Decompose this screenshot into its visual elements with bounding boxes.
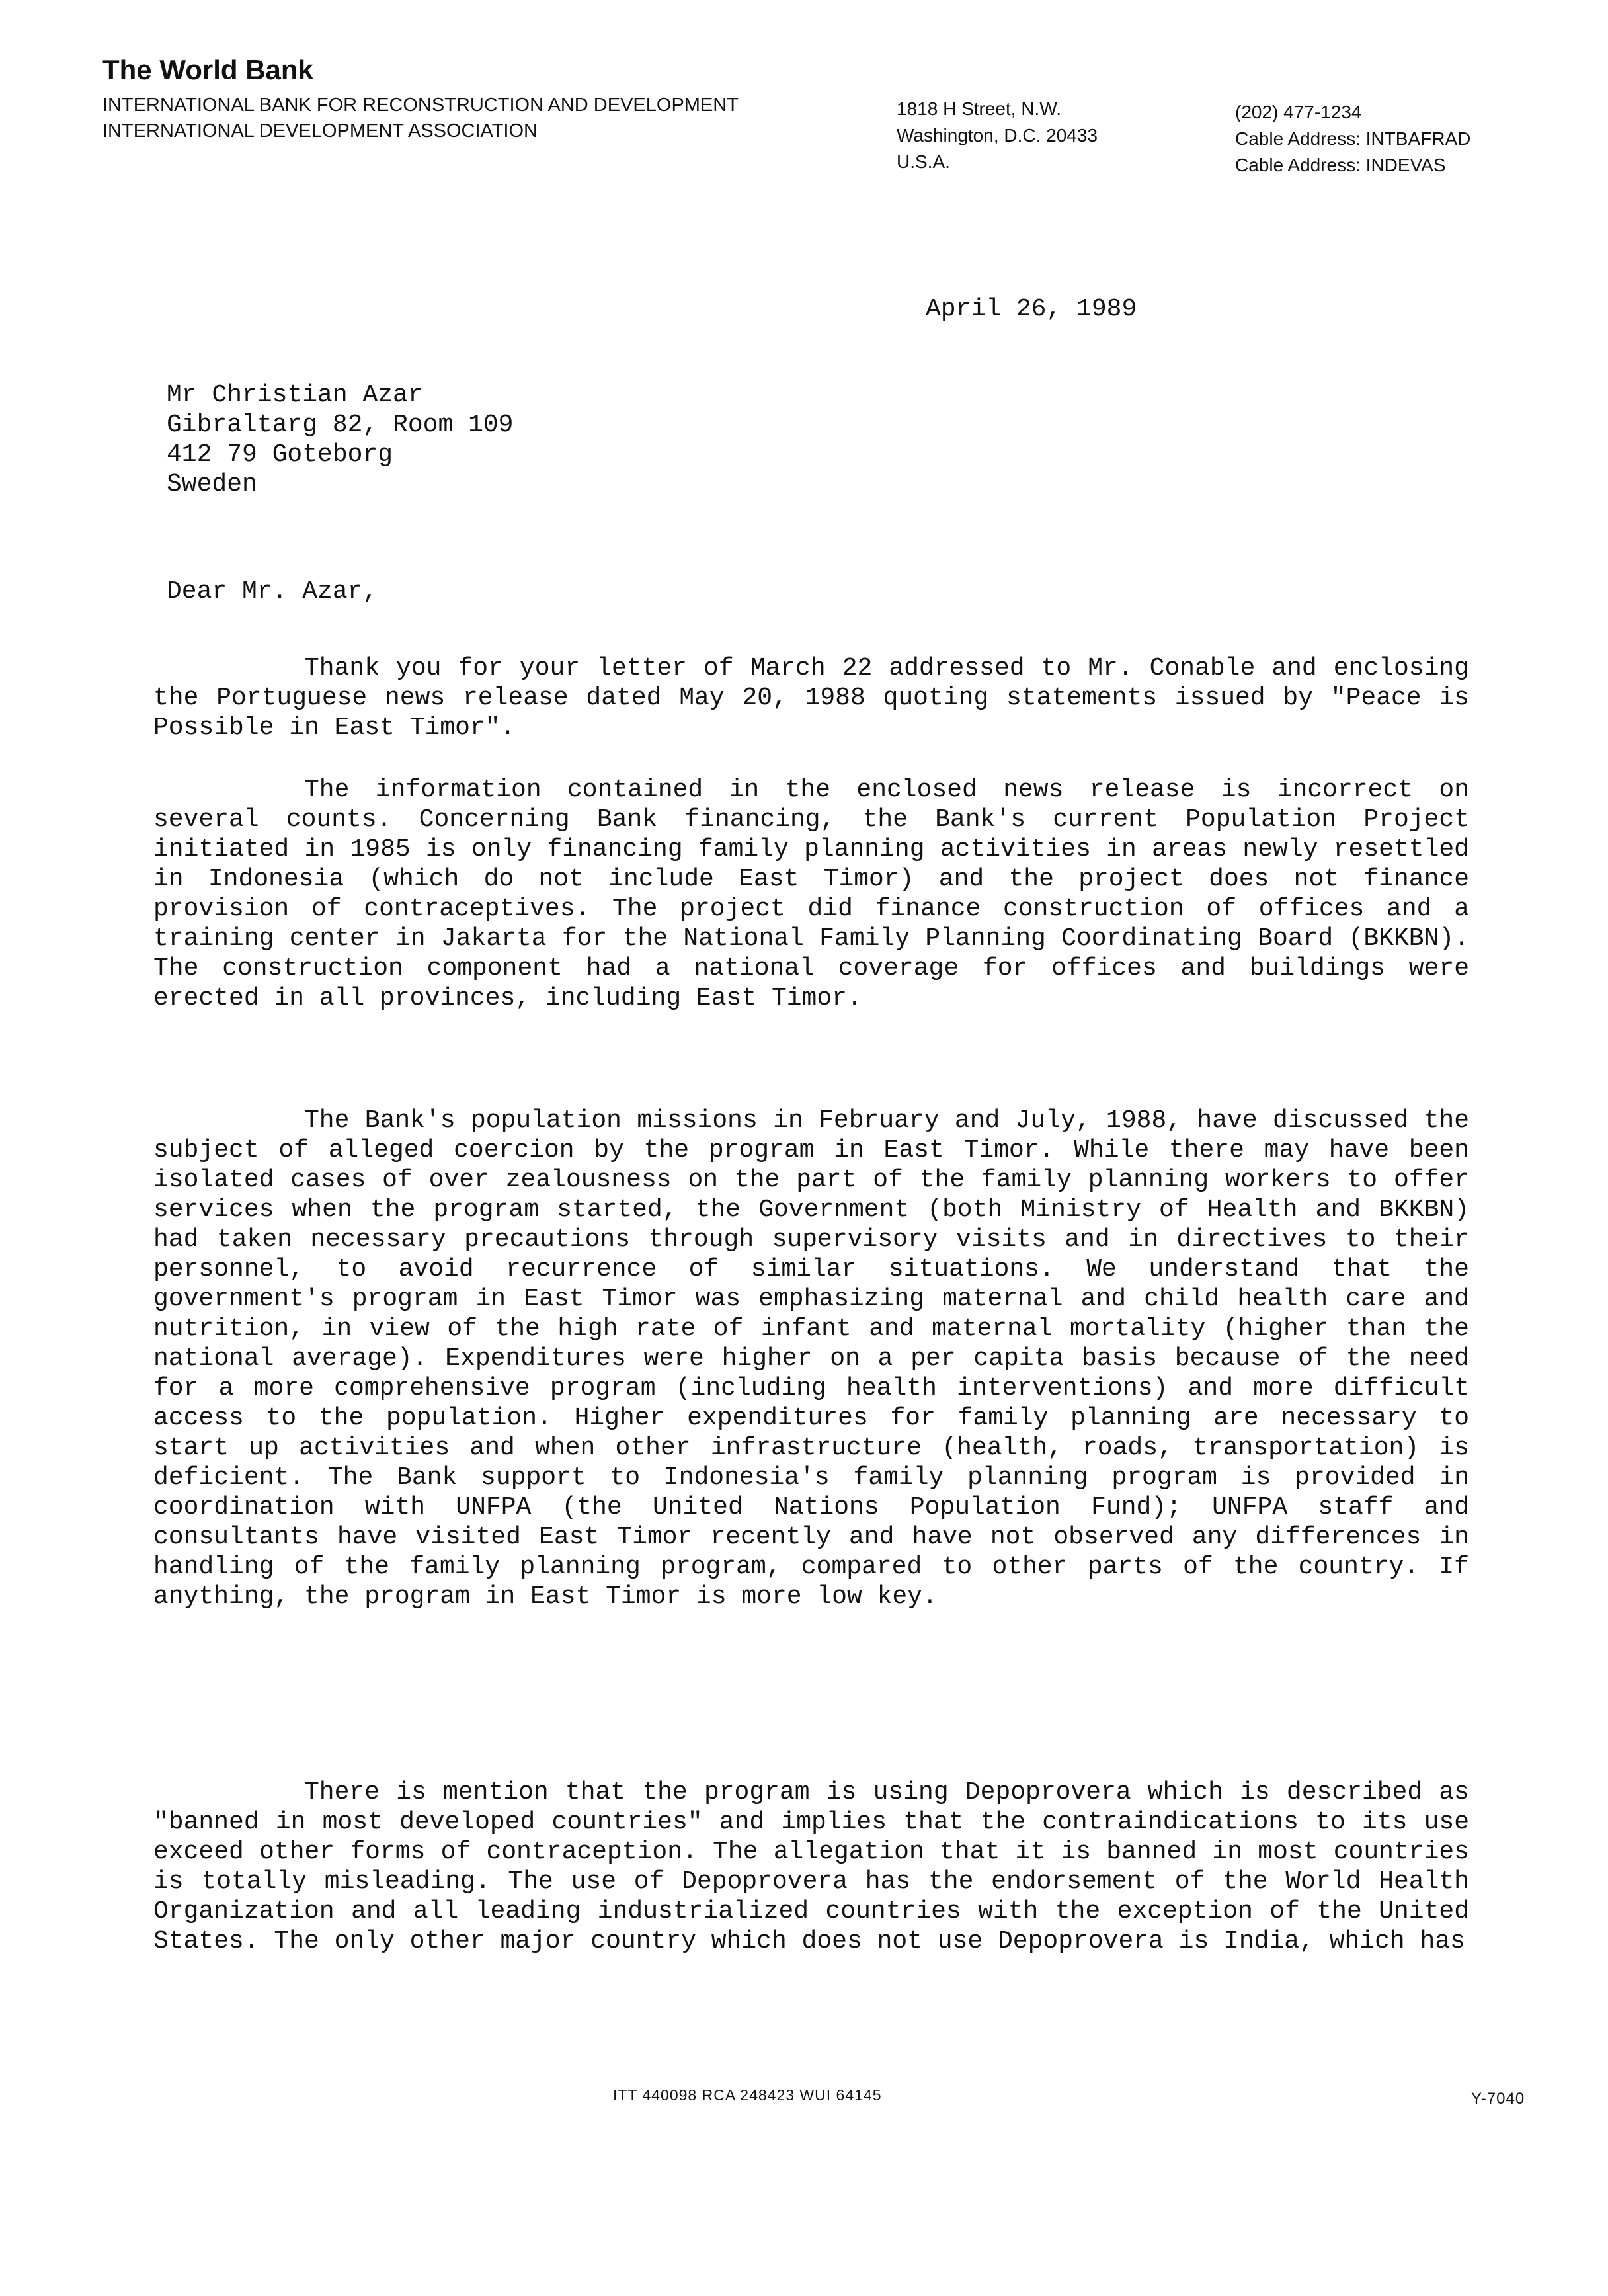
- org-line-ida: INTERNATIONAL DEVELOPMENT ASSOCIATION: [102, 120, 538, 142]
- address-line: 1818 H Street, N.W.: [897, 99, 1061, 119]
- paragraph-text: The information contained in the enclosed news release is incorrect on several counts. Concerning Bank financing, the Bank's current Population Project initiated in 1985 is only financing family planning activities in areas newly resettled in Indonesia (which do not include East Timor) and the project does not finance provision of contraceptives. The project did finance construction of offices and a training center in Jakarta for the National Family Planning Coordinating Board (BKKBN). The construction component had a national coverage for offices and buildings were erected in all provinces, including East Timor.: [153, 776, 1469, 1012]
- organization-subtitle: [102, 93, 739, 144]
- address-line: Washington, D.C. 20433: [897, 125, 1098, 145]
- cable-address: Cable Address: INDEVAS: [1235, 155, 1446, 175]
- telex-numbers: ITT 440098 RCA 248423 WUI 64145: [613, 2086, 882, 2104]
- body-paragraph: [153, 653, 1469, 743]
- paragraph-text: There is mention that the program is using Depoprovera which is described as "banned in most developed countries" and implies that the contraindications to its use exceed other forms of contraception. The allegation that it is banned in most countries is totally misleading. The use of Depoprovera has the endorsement of the World Health Organization and all leading industrialized countries with the exception of the United States. The only other major country which does not use Depoprovera is India, which has: [153, 1778, 1469, 1955]
- cable-address: Cable Address: INTBAFRAD: [1235, 128, 1471, 149]
- address-line: U.S.A.: [897, 151, 950, 172]
- organization-name: The World Bank: [102, 54, 313, 85]
- paragraph-text: The Bank's population missions in February and July, 1988, have discussed the subject of alleged coercion by the program in East Timor. While there may have been isolated cases of over zealousness on the part of the family planning workers to offer services when the program started, the Government (both Ministry of Health and BKKBN) had taken necessary precautions through supervisory visits and in directives to their personnel, to avoid recurrence of similar situations. We understand that the government's program in East Timor was emphasizing maternal and child health care and nutrition, in view of the high rate of infant and maternal mortality (higher than the national average). Expenditures were higher on a per capita basis because of the need for a more comprehensive program (including health interventions) and more difficult access to the population. Higher expenditures for family planning are necessary to start up activities and when other infrastructure (health, roads, transportation) is deficient. The Bank support to Indonesia's family planning program is provided in coordination with UNFPA (the United Nations Population Fund); UNFPA staff and consultants have visited East Timor recently and have not observed any differences in handling of the family planning program, compared to other parts of the country. If anything, the program in East Timor is more low key.: [153, 1106, 1469, 1611]
- org-line-ibrd: INTERNATIONAL BANK FOR RECONSTRUCTION AND DEVELOPMENT: [102, 95, 739, 116]
- recipient-street: Gibraltarg 82, Room 109: [167, 411, 514, 439]
- letter-date: April 26, 1989: [926, 295, 1137, 323]
- phone-number: (202) 477-1234: [1235, 102, 1362, 122]
- contact-info: [1235, 99, 1470, 179]
- body-paragraph: [153, 1778, 1469, 1956]
- salutation: Dear Mr. Azar,: [167, 577, 378, 606]
- body-paragraph: [153, 1106, 1469, 1612]
- recipient-address: [167, 380, 514, 499]
- street-address: [897, 96, 1098, 175]
- recipient-country: Sweden: [167, 470, 257, 499]
- body-paragraph: [153, 775, 1469, 1013]
- recipient-city: 412 79 Goteborg: [167, 440, 393, 469]
- form-code: Y-7040: [1471, 2090, 1525, 2108]
- recipient-name: Mr Christian Azar: [167, 381, 423, 409]
- paragraph-text: Thank you for your letter of March 22 addressed to Mr. Conable and enclosing the Portuguese news release dated May 20, 1988 quoting statements issued by "Peace is Possible in East Timor".: [153, 654, 1469, 742]
